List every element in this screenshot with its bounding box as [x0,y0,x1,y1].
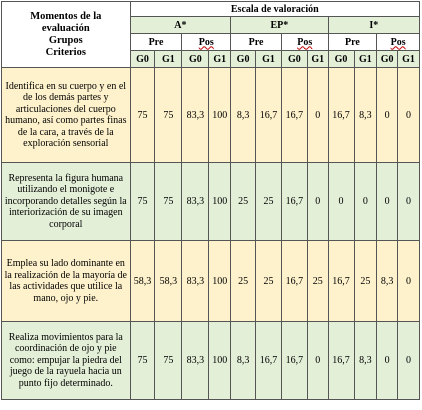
value-cell: 0 [307,68,328,163]
table-row [2,241,420,322]
group-g0: G0 [281,51,307,68]
value-cell: 100 [209,68,231,163]
value-cell: 0 [377,163,398,241]
value-cell: 58,3 [130,241,155,322]
group-g0: G0 [328,51,354,68]
value-cell: 75 [130,322,155,400]
criterio-cell: Emplea su lado dominante en la realización de la mayoría de las actividades que utilice la mano, ojo y pie. [2,241,131,322]
pos-header-i: Pos [377,34,420,51]
criterio-cell: Identifica en su cuerpo y en el de los demás partes y articulaciones del cuerpo humano, así como partes finas de la cara, a través de la exploración sensorial [2,68,131,163]
value-cell: 25 [231,241,256,322]
value-cell: 75 [130,163,155,241]
value-cell: 0 [398,68,420,163]
value-cell: 25 [354,241,377,322]
group-g1: G1 [209,51,231,68]
group-g1: G1 [155,51,182,68]
escala-header: Escala de valoración [130,2,419,17]
value-cell: 16,7 [328,241,354,322]
criterio-cell: Realiza movimientos para la coordinación de ojo y pie como: empujar la piedra del juego de la rayuela hacia un punto fijo determinado. [2,322,131,400]
value-cell: 16,7 [281,163,307,241]
group-g0: G0 [130,51,155,68]
value-cell: 16,7 [281,241,307,322]
value-cell: 75 [155,68,182,163]
value-cell: 100 [209,163,231,241]
value-cell: 0 [307,322,328,400]
value-cell: 16,7 [256,68,282,163]
pos-header-ep: Pos [281,34,328,51]
value-cell: 83,3 [182,68,209,163]
value-cell: 83,3 [182,241,209,322]
pre-header-i: Pre [328,34,377,51]
value-cell: 16,7 [281,68,307,163]
value-cell: 25 [231,163,256,241]
value-cell: 0 [307,163,328,241]
group-g0: G0 [231,51,256,68]
momentos-header-cell [2,2,131,68]
momentos-line-2: evaluación [41,22,90,34]
pre-header-a: Pre [130,34,182,51]
value-cell: 83,3 [182,163,209,241]
grupos-label: Grupos [48,34,83,46]
value-cell: 25 [256,241,282,322]
value-cell: 0 [328,163,354,241]
value-cell: 83,3 [182,322,209,400]
scale-ep-header: EP* [231,17,328,34]
value-cell: 100 [209,241,231,322]
value-cell: 8,3 [354,68,377,163]
pre-header-ep: Pre [231,34,282,51]
value-cell: 75 [130,68,155,163]
value-cell: 8,3 [354,322,377,400]
pos-header-a: Pos [182,34,231,51]
value-cell: 0 [377,68,398,163]
value-cell: 16,7 [281,322,307,400]
value-cell: 0 [354,163,377,241]
value-cell: 0 [398,163,420,241]
value-cell: 8,3 [377,241,398,322]
value-cell: 58,3 [155,241,182,322]
table-row [2,163,420,241]
group-g0: G0 [377,51,398,68]
value-cell: 8,3 [231,68,256,163]
value-cell: 8,3 [231,322,256,400]
group-g1: G1 [256,51,282,68]
value-cell: 0 [398,241,420,322]
evaluation-table [1,1,420,400]
value-cell: 25 [307,241,328,322]
value-cell: 75 [155,322,182,400]
group-g1: G1 [307,51,328,68]
group-g1: G1 [398,51,420,68]
value-cell: 75 [155,163,182,241]
value-cell: 16,7 [328,322,354,400]
value-cell: 16,7 [256,322,282,400]
value-cell: 100 [209,322,231,400]
momentos-line-1: Momentos de la [30,10,102,22]
scale-i-header: I* [328,17,419,34]
criterio-cell: Representa la figura humana utilizando el monigote e incorporando detalles según la interiorización de su imagen corporal [2,163,131,241]
scale-a-header: A* [130,17,231,34]
group-g1: G1 [354,51,377,68]
value-cell: 25 [256,163,282,241]
group-g0: G0 [182,51,209,68]
table-row [2,68,420,163]
table-row [2,322,420,400]
value-cell: 0 [398,322,420,400]
value-cell: 16,7 [328,68,354,163]
value-cell: 0 [377,322,398,400]
criterios-label: Criterios [45,46,86,58]
